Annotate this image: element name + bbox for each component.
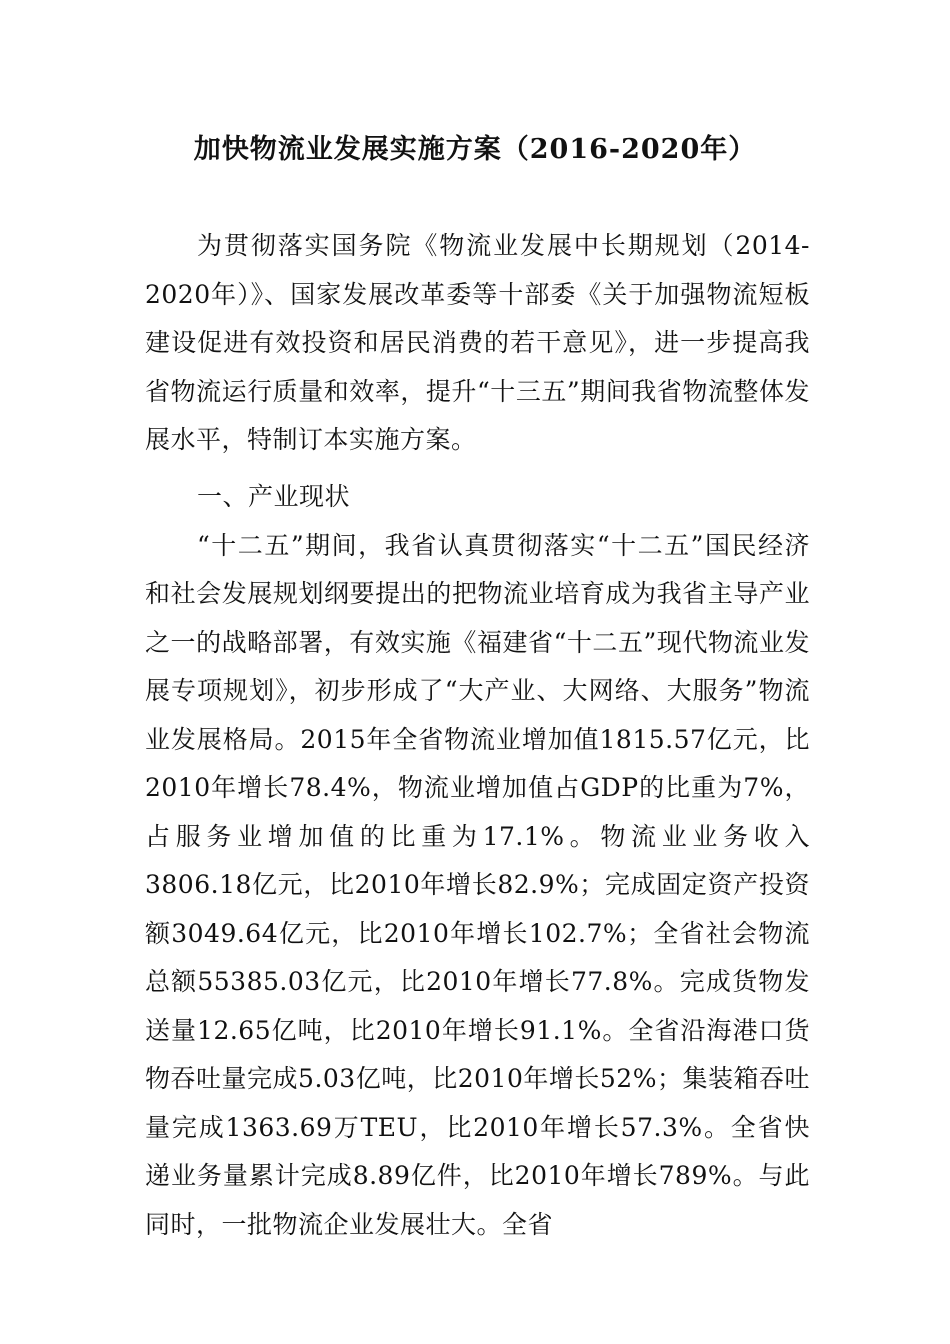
section-1-paragraph: “十二五”期间，我省认真贯彻落实“十二五”国民经济和社会发展规划纲要提出的把物流业培育成为我省主导产业之一的战略部署，有效实施《福建省“十二五”现代物流业发展专项规划》，初步形成了“大产业、大网络、大服务”物流业发展格局。2015年全省物流业增加值1815.57亿元，比2010年增长78.4%，物流业增加值占GDP的比重为7%，占服务业增加值的比重为17.1%。物流业业务收入3806.18亿元，比2010年增长82.9%；完成固定资产投资额3049.64亿元，比2010年增长102.7%；全省社会物流总额55385.03亿元，比2010年增长77.8%。完成货物发送量12.65亿吨，比2010年增长91.1%。全省沿海港口货物吞吐量完成5.03亿吨，比2010年增长52%；集装箱吞吐量完成1363.69万TEU，比2010年增长57.3%。全省快递业务量累计完成8.89亿件，比2010年增长789%。与此同时，一批物流企业发展壮大。全省: [145, 530, 810, 1239]
section-1-heading: 一、产业现状: [197, 482, 351, 511]
intro-block: [145, 222, 810, 465]
intro-paragraph: 为贯彻落实国务院《物流业发展中长期规划（2014-2020年）》、国家发展改革委等十部委《关于加强物流短板建设促进有效投资和居民消费的若干意见》，进一步提高我省物流运行质量和效率，提升“十三五”期间我省物流整体发展水平，特制订本实施方案。: [145, 231, 810, 454]
document-title: 加快物流业发展实施方案（2016-2020年）: [193, 134, 757, 165]
section-1: [145, 473, 810, 1249]
